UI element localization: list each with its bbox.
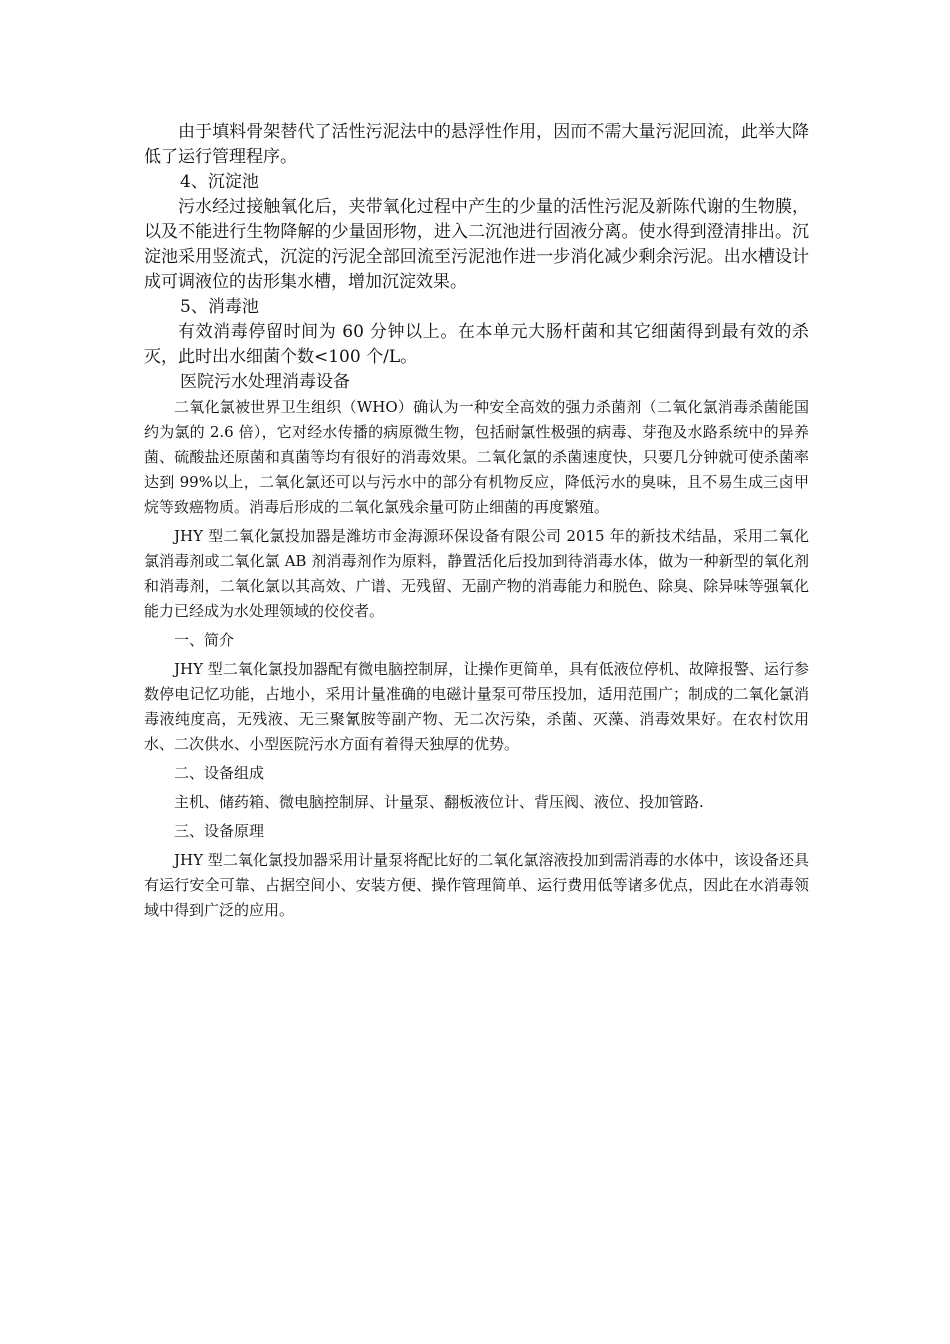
heading-hospital-equipment: 医院污水处理消毒设备 xyxy=(180,372,350,392)
paragraph-jhy-intro: JHY 型二氧化氯投加器是潍坊市金海源环保设备有限公司 2015 年的新技术结晶，采用二氧化氯消毒剂或二氧化氯 AB 剂消毒剂作为原料，静置活化后投加到待消毒水体，做为一种新型的氧化剂和消毒剂，二氧化氯以其高效、广谱、无残留、无副产物的消毒能力和脱色、除臭、除异味等强氧化能力已经成为水处理领域的佼佼者。 xyxy=(144,527,809,620)
paragraph-sedimentation: 污水经过接触氧化后，夹带氧化过程中产生的少量的活性污泥及新陈代谢的生物膜，以及不能进行生物降解的少量固形物，进入二沉池进行固液分离。使水得到澄清排出。沉淀池采用竖流式，沉淀的污泥全部回流至污泥池作进一步消化减少剩余污泥。出水槽设计成可调液位的齿形集水槽，增加沉淀效果。 xyxy=(144,197,809,292)
document-page xyxy=(144,120,809,923)
paragraph-intro: JHY 型二氧化氯投加器配有微电脑控制屏，让操作更简单，具有低液位停机、故障报警、运行参数停电记忆功能，占地小，采用计量准确的电磁计量泵可带压投加，适用范围广；制成的二氧化氯消毒液纯度高，无残液、无三聚氰胺等副产物、无二次污染，杀菌、灭藻、消毒效果好。在农村饮用水、二次供水、小型医院污水方面有着得天独厚的优势。 xyxy=(144,660,809,753)
paragraph-chlorine-dioxide: 二氧化氯被世界卫生组织（WHO）确认为一种安全高效的强力杀菌剂（二氧化氯消毒杀菌能国约为氯的 2.6 倍），它对经水传播的病原微生物，包括耐氯性极强的病毒、芽孢及水路系统中的异养菌、硫酸盐还原菌和真菌等均有很好的消毒效果。二氧化氯的杀菌速度快，只要几分钟就可使杀菌率达到 99%以上，二氧化氯还可以与污水中的部分有机物反应，降低污水的臭味，且不易生成三卤甲烷等致癌物质。消毒后形成的二氧化氯残余量可防止细菌的再度繁殖。 xyxy=(144,398,809,516)
section-heading-principle: 三、设备原理 xyxy=(174,822,265,840)
heading-sedimentation-tank: 4、沉淀池 xyxy=(180,172,259,192)
paragraph-filler-frame: 由于填料骨架替代了活性污泥法中的悬浮性作用，因而不需大量污泥回流，此举大降低了运行管理程序。 xyxy=(144,122,809,167)
heading-disinfection-tank: 5、消毒池 xyxy=(180,297,259,317)
section-heading-composition: 二、设备组成 xyxy=(174,764,265,782)
paragraph-composition: 主机、储药箱、微电脑控制屏、计量泵、翻板液位计、背压阀、液位、投加管路. xyxy=(174,793,704,811)
paragraph-disinfection: 有效消毒停留时间为 60 分钟以上。在本单元大肠杆菌和其它细菌得到最有效的杀灭，此时出水细菌个数<100 个/L。 xyxy=(144,322,809,367)
paragraph-principle: JHY 型二氧化氯投加器采用计量泵将配比好的二氧化氯溶液投加到需消毒的水体中，该设备还具有运行安全可靠、占据空间小、安装方便、操作管理简单、运行费用低等诸多优点，因此在水消毒领域中得到广泛的应用。 xyxy=(144,851,809,919)
section-heading-intro: 一、简介 xyxy=(174,631,235,649)
